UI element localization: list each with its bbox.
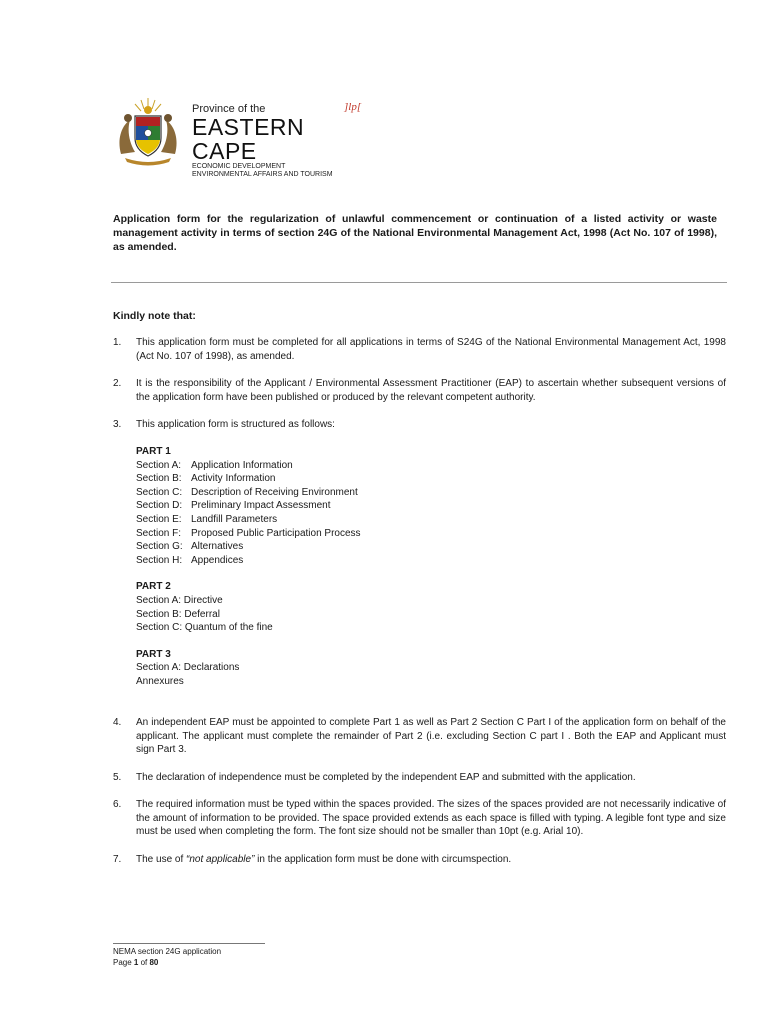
item-text: The declaration of independence must be completed by the independent EAP and submitted with the application. bbox=[136, 772, 636, 783]
item-number: 1. bbox=[113, 337, 122, 348]
item-text: This application form must be completed for all applications in terms of S24G of the National Environmental Management Act, 1998 (Act No. 107 of 1998), as amended. bbox=[136, 337, 726, 362]
item-text: An independent EAP must be appointed to complete Part 1 as well as Part 2 Section C Part I of the application form on behalf of the applicant. The applicant must complete the remainder of Part 2 (i.e. excluding Section C part I . Both the EAP and Applicant must sign Part 3. bbox=[136, 717, 726, 755]
part-1 bbox=[136, 445, 361, 567]
logo-province: Province of the bbox=[192, 103, 266, 115]
section-label: Section G: bbox=[136, 541, 183, 553]
footer-doc-name: NEMA section 24G application bbox=[113, 947, 222, 956]
list-item bbox=[113, 771, 726, 785]
page-of: of bbox=[138, 958, 150, 967]
header-mark: ]lp[ bbox=[344, 101, 362, 113]
item-number: 5. bbox=[113, 772, 122, 783]
section-label: Section H: bbox=[136, 554, 183, 566]
list-item bbox=[113, 716, 726, 757]
item-number: 4. bbox=[113, 717, 122, 728]
part-title: PART 3 bbox=[136, 648, 171, 660]
item-text-after: in the application form must be done with circumspection. bbox=[254, 854, 512, 865]
item-text: This application form is structured as follows: bbox=[136, 419, 335, 430]
list-item bbox=[113, 418, 726, 432]
item-text: It is the responsibility of the Applicant / Environmental Assessment Practitioner (EAP) to ascertain whether subsequent versions of the application form have been published or produced by the relevant competent authority. bbox=[136, 378, 726, 403]
section-text: Application Information bbox=[191, 459, 293, 471]
item-number: 7. bbox=[113, 854, 122, 865]
list-item bbox=[113, 336, 726, 363]
eastern-cape-logo bbox=[113, 96, 353, 178]
section-line: Section A: Declarations bbox=[136, 662, 240, 674]
logo-dept-line2: ENVIRONMENTAL AFFAIRS AND TOURISM bbox=[192, 171, 333, 178]
logo-name: EASTERN CAPE bbox=[192, 114, 305, 164]
footer-divider bbox=[113, 943, 265, 944]
list-item bbox=[113, 853, 726, 867]
document-title: Application form for the regularization of unlawful commencement or continuation of a listed activity or waste management activity in terms of section 24G of the National Environmental Management Act, 1998 (Act No. 107 of 1998), as amended. bbox=[113, 213, 717, 253]
section-line: Section B: Deferral bbox=[136, 608, 220, 620]
part-title: PART 1 bbox=[136, 446, 171, 457]
part-title: PART 2 bbox=[136, 581, 171, 593]
section-line bbox=[136, 499, 361, 513]
page-number bbox=[113, 957, 221, 968]
section-label: Section A: bbox=[136, 459, 182, 471]
section-text: Proposed Public Participation Process bbox=[191, 527, 361, 539]
list-item bbox=[113, 798, 726, 839]
section-line: Annexures bbox=[136, 675, 184, 687]
item-number: 3. bbox=[113, 419, 122, 430]
note-heading: Kindly note that: bbox=[113, 310, 196, 322]
item-text bbox=[136, 853, 726, 867]
section-label: Section B: bbox=[136, 473, 182, 485]
item-number: 6. bbox=[113, 799, 122, 810]
coat-of-arms-icon bbox=[113, 96, 183, 166]
section-text: Description of Receiving Environment bbox=[191, 486, 358, 498]
section-label: Section D: bbox=[136, 500, 183, 512]
section-line bbox=[136, 554, 361, 568]
title-divider bbox=[111, 282, 727, 283]
page-current: 1 bbox=[133, 958, 139, 967]
section-line bbox=[136, 459, 361, 473]
list-item bbox=[113, 377, 726, 404]
form-structure bbox=[136, 445, 361, 702]
part-3 bbox=[136, 648, 361, 689]
section-text: Preliminary Impact Assessment bbox=[191, 500, 331, 512]
section-label: Section F: bbox=[136, 527, 182, 539]
section-label: Section E: bbox=[136, 513, 182, 525]
section-text: Landfill Parameters bbox=[191, 513, 278, 525]
item-number: 2. bbox=[113, 378, 122, 389]
section-text: Appendices bbox=[191, 554, 244, 566]
section-line: Section A: Directive bbox=[136, 594, 223, 606]
section-label: Section C: bbox=[136, 486, 183, 498]
logo-dept-line1: ECONOMIC DEVELOPMENT bbox=[192, 163, 286, 170]
page-footer bbox=[113, 946, 221, 968]
item-text-emphasis: “not applicable” bbox=[186, 854, 255, 865]
item-text-before: The use of bbox=[136, 854, 187, 865]
section-line bbox=[136, 540, 361, 554]
section-text: Activity Information bbox=[191, 473, 276, 485]
section-line bbox=[136, 486, 361, 500]
part-2 bbox=[136, 580, 361, 634]
section-line: Section C: Quantum of the fine bbox=[136, 622, 273, 634]
logo-text bbox=[192, 103, 353, 179]
section-line bbox=[136, 513, 361, 527]
item-text: The required information must be typed within the spaces provided. The sizes of the spaces provided are not necessarily indicative of the amount of information to be provided. The space provided extends as each space is filled with typing. A legible font type and size must be used when completing the form. The font size should not be smaller than 10pt (e.g. Arial 10). bbox=[136, 799, 726, 837]
section-line bbox=[136, 472, 361, 486]
section-line bbox=[136, 527, 361, 541]
page-total: 80 bbox=[149, 958, 159, 967]
page-prefix: Page bbox=[113, 958, 134, 967]
section-text: Alternatives bbox=[191, 541, 244, 553]
